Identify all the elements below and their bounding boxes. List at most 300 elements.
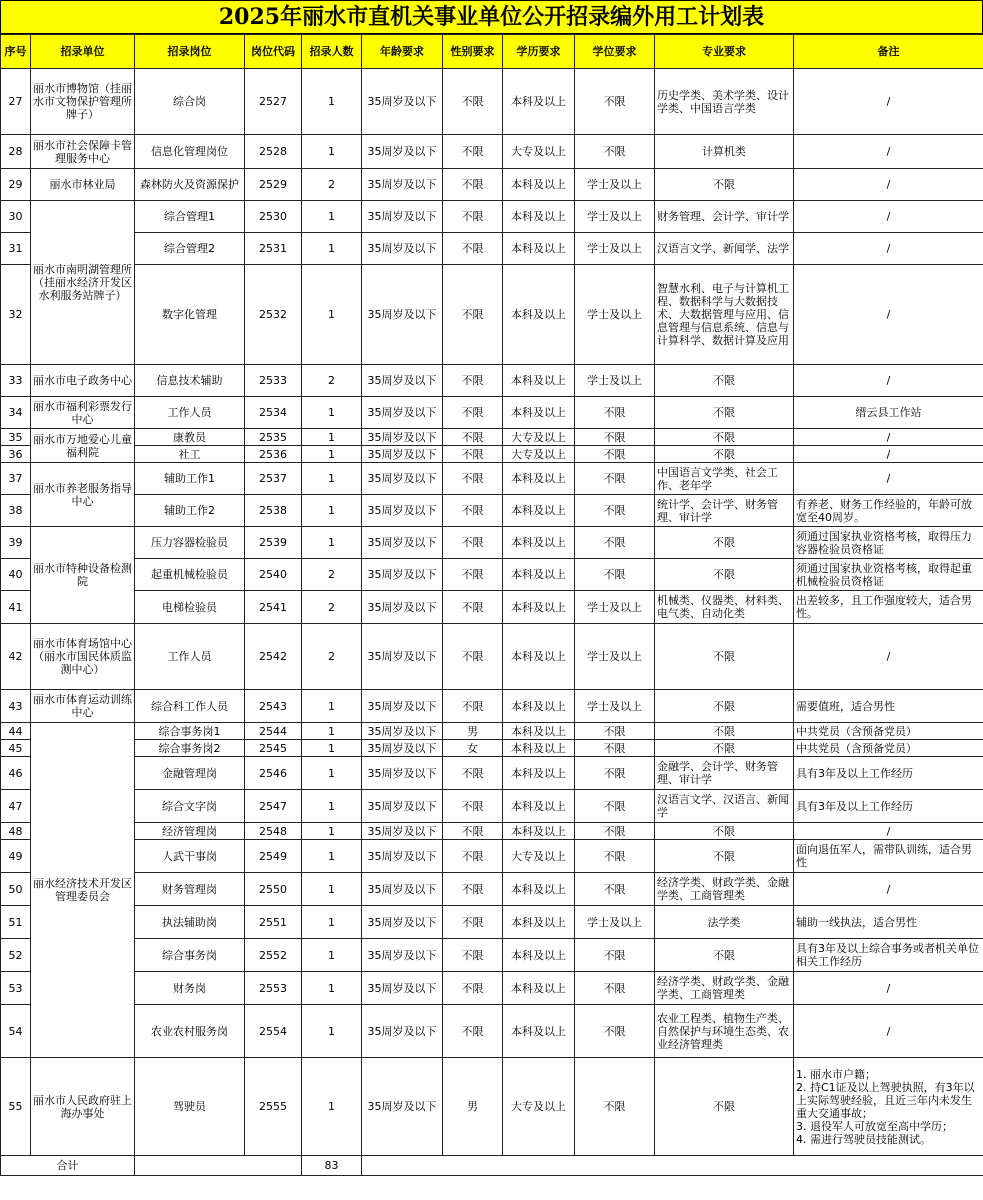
row-code: 2530 xyxy=(245,201,302,233)
header-unit: 招录单位 xyxy=(31,35,135,69)
header-seq: 序号 xyxy=(1,35,31,69)
row-edu: 大专及以上 xyxy=(503,135,575,169)
row-unit: 丽水市人民政府驻上海办事处 xyxy=(31,1058,135,1156)
row-remark: 需要值班，适合男性 xyxy=(794,690,983,723)
row-seq: 40 xyxy=(1,559,31,591)
row-age: 35周岁及以下 xyxy=(362,939,443,972)
row-degree: 学士及以上 xyxy=(575,169,655,201)
row-age: 35周岁及以下 xyxy=(362,723,443,740)
row-gender: 不限 xyxy=(443,69,503,135)
row-seq: 30 xyxy=(1,201,31,233)
table-row xyxy=(1,69,983,135)
table-row xyxy=(1,265,983,365)
table-row xyxy=(1,201,983,233)
total-row xyxy=(1,1156,983,1176)
row-age: 35周岁及以下 xyxy=(362,591,443,624)
row-position: 综合管理1 xyxy=(135,201,245,233)
row-unit: 丽水市福利彩票发行中心 xyxy=(31,397,135,429)
row-age: 35周岁及以下 xyxy=(362,135,443,169)
row-major: 不限 xyxy=(655,365,794,397)
row-code: 2555 xyxy=(245,1058,302,1156)
row-count: 1 xyxy=(302,233,362,265)
row-gender: 不限 xyxy=(443,201,503,233)
row-count: 2 xyxy=(302,169,362,201)
row-major: 经济学类、财政学类、金融学类、工商管理类 xyxy=(655,972,794,1005)
row-gender: 不限 xyxy=(443,397,503,429)
row-seq: 50 xyxy=(1,873,31,906)
row-count: 1 xyxy=(302,972,362,1005)
table-row xyxy=(1,527,983,559)
row-code: 2549 xyxy=(245,840,302,873)
sheet-title: 2025年丽水市直机关事业单位公开招录编外用工计划表 xyxy=(0,0,983,34)
row-age: 35周岁及以下 xyxy=(362,169,443,201)
row-code: 2550 xyxy=(245,873,302,906)
row-unit: 丽水市体育运动训练中心 xyxy=(31,690,135,723)
row-code: 2531 xyxy=(245,233,302,265)
row-gender: 不限 xyxy=(443,823,503,840)
row-remark: 具有3年及以上工作经历 xyxy=(794,790,983,823)
row-code: 2532 xyxy=(245,265,302,365)
row-count: 1 xyxy=(302,429,362,446)
row-major: 历史学类、美术学类、设计学类、中国语言学类 xyxy=(655,69,794,135)
header-row xyxy=(1,35,983,69)
row-degree: 不限 xyxy=(575,1005,655,1058)
row-degree: 不限 xyxy=(575,463,655,495)
row-code: 2553 xyxy=(245,972,302,1005)
row-major: 汉语言文学、新闻学、法学 xyxy=(655,233,794,265)
row-seq: 43 xyxy=(1,690,31,723)
row-degree: 不限 xyxy=(575,723,655,740)
row-age: 35周岁及以下 xyxy=(362,624,443,690)
row-remark: 具有3年及以上综合事务或者机关单位相关工作经历 xyxy=(794,939,983,972)
row-major: 不限 xyxy=(655,723,794,740)
row-age: 35周岁及以下 xyxy=(362,446,443,463)
row-unit: 丽水市林业局 xyxy=(31,169,135,201)
table-row xyxy=(1,591,983,624)
row-position: 综合管理2 xyxy=(135,233,245,265)
row-position: 金融管理岗 xyxy=(135,757,245,790)
row-unit: 丽水市养老服务指导中心 xyxy=(31,463,135,527)
row-remark: 辅助一线执法，适合男性 xyxy=(794,906,983,939)
row-gender: 男 xyxy=(443,1058,503,1156)
header-count: 招录人数 xyxy=(302,35,362,69)
row-degree: 学士及以上 xyxy=(575,624,655,690)
row-edu: 本科及以上 xyxy=(503,169,575,201)
row-unit: 丽水市博物馆（挂丽水市文物保护管理所牌子） xyxy=(31,69,135,135)
row-gender: 不限 xyxy=(443,495,503,527)
row-position: 驾驶员 xyxy=(135,1058,245,1156)
row-seq: 44 xyxy=(1,723,31,740)
row-age: 35周岁及以下 xyxy=(362,397,443,429)
row-edu: 本科及以上 xyxy=(503,690,575,723)
row-remark: 具有3年及以上工作经历 xyxy=(794,757,983,790)
row-position: 综合事务岗 xyxy=(135,939,245,972)
header-degree: 学位要求 xyxy=(575,35,655,69)
row-position: 压力容器检验员 xyxy=(135,527,245,559)
row-degree: 不限 xyxy=(575,939,655,972)
row-major: 法学类 xyxy=(655,906,794,939)
table-row xyxy=(1,757,983,790)
row-unit: 丽水市特种设备检测院 xyxy=(31,527,135,624)
row-edu: 大专及以上 xyxy=(503,429,575,446)
row-count: 1 xyxy=(302,823,362,840)
row-seq: 31 xyxy=(1,233,31,265)
row-age: 35周岁及以下 xyxy=(362,365,443,397)
row-edu: 本科及以上 xyxy=(503,495,575,527)
row-edu: 本科及以上 xyxy=(503,624,575,690)
row-edu: 本科及以上 xyxy=(503,69,575,135)
table-row xyxy=(1,740,983,757)
row-major: 不限 xyxy=(655,690,794,723)
table-row xyxy=(1,446,983,463)
header-gender: 性别要求 xyxy=(443,35,503,69)
table-row xyxy=(1,559,983,591)
row-age: 35周岁及以下 xyxy=(362,69,443,135)
header-remark: 备注 xyxy=(794,35,983,69)
table-row xyxy=(1,495,983,527)
row-degree: 不限 xyxy=(575,397,655,429)
row-count: 1 xyxy=(302,840,362,873)
row-gender: 不限 xyxy=(443,365,503,397)
row-degree: 学士及以上 xyxy=(575,591,655,624)
row-degree: 学士及以上 xyxy=(575,265,655,365)
row-position: 人武干事岗 xyxy=(135,840,245,873)
row-position: 信息化管理岗位 xyxy=(135,135,245,169)
row-age: 35周岁及以下 xyxy=(362,495,443,527)
row-remark: / xyxy=(794,624,983,690)
row-degree: 不限 xyxy=(575,1058,655,1156)
table-row xyxy=(1,624,983,690)
row-position: 工作人员 xyxy=(135,397,245,429)
row-seq: 37 xyxy=(1,463,31,495)
table-row xyxy=(1,906,983,939)
row-remark: / xyxy=(794,169,983,201)
row-gender: 不限 xyxy=(443,591,503,624)
row-degree: 不限 xyxy=(575,740,655,757)
row-seq: 32 xyxy=(1,265,31,365)
row-age: 35周岁及以下 xyxy=(362,1058,443,1156)
row-seq: 28 xyxy=(1,135,31,169)
row-position: 执法辅助岗 xyxy=(135,906,245,939)
row-count: 1 xyxy=(302,906,362,939)
row-position: 财务管理岗 xyxy=(135,873,245,906)
row-code: 2533 xyxy=(245,365,302,397)
row-remark: / xyxy=(794,69,983,135)
row-gender: 不限 xyxy=(443,757,503,790)
row-gender: 不限 xyxy=(443,559,503,591)
row-gender: 不限 xyxy=(443,690,503,723)
row-edu: 本科及以上 xyxy=(503,463,575,495)
total-blank xyxy=(362,1156,983,1176)
row-age: 35周岁及以下 xyxy=(362,233,443,265)
row-age: 35周岁及以下 xyxy=(362,840,443,873)
row-gender: 不限 xyxy=(443,527,503,559)
row-major: 机械类、仪器类、材料类、电气类、自动化类 xyxy=(655,591,794,624)
row-major: 不限 xyxy=(655,939,794,972)
row-gender: 不限 xyxy=(443,972,503,1005)
row-major: 不限 xyxy=(655,823,794,840)
row-position: 森林防火及资源保护 xyxy=(135,169,245,201)
row-gender: 不限 xyxy=(443,233,503,265)
table-row xyxy=(1,873,983,906)
row-seq: 33 xyxy=(1,365,31,397)
row-major: 金融学、会计学、财务管理、审计学 xyxy=(655,757,794,790)
row-degree: 学士及以上 xyxy=(575,906,655,939)
row-remark: / xyxy=(794,873,983,906)
row-major: 不限 xyxy=(655,446,794,463)
row-code: 2542 xyxy=(245,624,302,690)
row-major: 财务管理、会计学、审计学 xyxy=(655,201,794,233)
row-remark: / xyxy=(794,823,983,840)
row-major: 不限 xyxy=(655,429,794,446)
row-age: 35周岁及以下 xyxy=(362,201,443,233)
row-gender: 不限 xyxy=(443,265,503,365)
row-major: 中国语言文学类、社会工作、老年学 xyxy=(655,463,794,495)
row-count: 1 xyxy=(302,463,362,495)
row-seq: 41 xyxy=(1,591,31,624)
row-remark: / xyxy=(794,135,983,169)
row-count: 2 xyxy=(302,365,362,397)
row-edu: 大专及以上 xyxy=(503,840,575,873)
row-edu: 本科及以上 xyxy=(503,591,575,624)
row-remark: / xyxy=(794,1005,983,1058)
row-gender: 不限 xyxy=(443,840,503,873)
row-seq: 45 xyxy=(1,740,31,757)
row-edu: 本科及以上 xyxy=(503,265,575,365)
row-position: 起重机械检验员 xyxy=(135,559,245,591)
row-edu: 本科及以上 xyxy=(503,873,575,906)
row-count: 1 xyxy=(302,790,362,823)
row-count: 1 xyxy=(302,939,362,972)
row-unit: 丽水市电子政务中心 xyxy=(31,365,135,397)
row-code: 2536 xyxy=(245,446,302,463)
row-age: 35周岁及以下 xyxy=(362,265,443,365)
row-position: 工作人员 xyxy=(135,624,245,690)
row-count: 1 xyxy=(302,135,362,169)
row-degree: 学士及以上 xyxy=(575,690,655,723)
row-code: 2529 xyxy=(245,169,302,201)
recruitment-table xyxy=(0,34,983,1176)
row-gender: 不限 xyxy=(443,624,503,690)
row-edu: 大专及以上 xyxy=(503,1058,575,1156)
row-remark: / xyxy=(794,201,983,233)
row-code: 2541 xyxy=(245,591,302,624)
row-code: 2544 xyxy=(245,723,302,740)
row-code: 2538 xyxy=(245,495,302,527)
table-row xyxy=(1,463,983,495)
row-unit: 丽水市万地爱心儿童福利院 xyxy=(31,429,135,463)
table-row xyxy=(1,790,983,823)
row-remark: / xyxy=(794,972,983,1005)
row-major: 不限 xyxy=(655,740,794,757)
row-degree: 学士及以上 xyxy=(575,233,655,265)
row-unit: 丽水经济技术开发区管理委员会 xyxy=(31,723,135,1058)
table-row xyxy=(1,823,983,840)
row-remark: 缙云县工作站 xyxy=(794,397,983,429)
row-degree: 不限 xyxy=(575,840,655,873)
table-row xyxy=(1,169,983,201)
row-degree: 不限 xyxy=(575,559,655,591)
row-count: 1 xyxy=(302,690,362,723)
row-position: 综合科工作人员 xyxy=(135,690,245,723)
row-gender: 不限 xyxy=(443,1005,503,1058)
row-edu: 本科及以上 xyxy=(503,559,575,591)
row-edu: 本科及以上 xyxy=(503,740,575,757)
row-seq: 47 xyxy=(1,790,31,823)
row-count: 2 xyxy=(302,591,362,624)
row-seq: 53 xyxy=(1,972,31,1005)
row-seq: 27 xyxy=(1,69,31,135)
row-degree: 不限 xyxy=(575,495,655,527)
row-code: 2543 xyxy=(245,690,302,723)
row-gender: 不限 xyxy=(443,873,503,906)
row-remark: 面向退伍军人，需带队训练，适合男性 xyxy=(794,840,983,873)
row-degree: 不限 xyxy=(575,69,655,135)
row-age: 35周岁及以下 xyxy=(362,559,443,591)
row-degree: 不限 xyxy=(575,972,655,1005)
row-edu: 本科及以上 xyxy=(503,823,575,840)
row-position: 电梯检验员 xyxy=(135,591,245,624)
row-edu: 本科及以上 xyxy=(503,972,575,1005)
row-degree: 不限 xyxy=(575,757,655,790)
row-code: 2535 xyxy=(245,429,302,446)
row-age: 35周岁及以下 xyxy=(362,429,443,446)
row-count: 1 xyxy=(302,69,362,135)
row-code: 2540 xyxy=(245,559,302,591)
row-major: 智慧水利、电子与计算机工程、数据科学与大数据技术、大数据管理与应用、信息管理与信息系统、信息与计算科学、数据计算及应用 xyxy=(655,265,794,365)
row-position: 经济管理岗 xyxy=(135,823,245,840)
row-age: 35周岁及以下 xyxy=(362,972,443,1005)
row-major: 不限 xyxy=(655,169,794,201)
row-seq: 49 xyxy=(1,840,31,873)
row-edu: 本科及以上 xyxy=(503,790,575,823)
row-age: 35周岁及以下 xyxy=(362,463,443,495)
row-major: 农业工程类、植物生产类、自然保护与环境生态类、农业经济管理类 xyxy=(655,1005,794,1058)
row-remark: / xyxy=(794,463,983,495)
row-age: 35周岁及以下 xyxy=(362,757,443,790)
header-code: 岗位代码 xyxy=(245,35,302,69)
row-code: 2554 xyxy=(245,1005,302,1058)
row-unit: 丽水市南明湖管理所（挂丽水经济开发区水利服务站牌子） xyxy=(31,201,135,365)
row-position: 综合文字岗 xyxy=(135,790,245,823)
row-seq: 55 xyxy=(1,1058,31,1156)
row-position: 财务岗 xyxy=(135,972,245,1005)
row-degree: 不限 xyxy=(575,446,655,463)
row-count: 1 xyxy=(302,495,362,527)
row-position: 社工 xyxy=(135,446,245,463)
row-gender: 不限 xyxy=(443,906,503,939)
header-age: 年龄要求 xyxy=(362,35,443,69)
row-edu: 大专及以上 xyxy=(503,446,575,463)
row-edu: 本科及以上 xyxy=(503,939,575,972)
row-edu: 本科及以上 xyxy=(503,906,575,939)
row-remark: / xyxy=(794,265,983,365)
row-gender: 不限 xyxy=(443,463,503,495)
row-edu: 本科及以上 xyxy=(503,365,575,397)
row-edu: 本科及以上 xyxy=(503,397,575,429)
row-code: 2545 xyxy=(245,740,302,757)
row-degree: 不限 xyxy=(575,823,655,840)
row-degree: 学士及以上 xyxy=(575,365,655,397)
row-gender: 不限 xyxy=(443,446,503,463)
row-count: 1 xyxy=(302,527,362,559)
row-gender: 不限 xyxy=(443,169,503,201)
row-position: 综合事务岗1 xyxy=(135,723,245,740)
row-seq: 36 xyxy=(1,446,31,463)
row-count: 1 xyxy=(302,265,362,365)
row-code: 2534 xyxy=(245,397,302,429)
row-seq: 34 xyxy=(1,397,31,429)
row-age: 35周岁及以下 xyxy=(362,740,443,757)
row-edu: 本科及以上 xyxy=(503,233,575,265)
row-position: 辅助工作1 xyxy=(135,463,245,495)
row-remark: 中共党员（含预备党员） xyxy=(794,740,983,757)
row-count: 1 xyxy=(302,1005,362,1058)
row-code: 2551 xyxy=(245,906,302,939)
row-degree: 学士及以上 xyxy=(575,201,655,233)
row-remark: / xyxy=(794,365,983,397)
row-remark: / xyxy=(794,233,983,265)
row-seq: 51 xyxy=(1,906,31,939)
row-code: 2548 xyxy=(245,823,302,840)
row-edu: 本科及以上 xyxy=(503,201,575,233)
row-count: 2 xyxy=(302,624,362,690)
row-major: 不限 xyxy=(655,527,794,559)
row-major: 不限 xyxy=(655,559,794,591)
row-count: 1 xyxy=(302,446,362,463)
row-code: 2546 xyxy=(245,757,302,790)
row-count: 1 xyxy=(302,397,362,429)
row-seq: 35 xyxy=(1,429,31,446)
row-remark: 有养老、财务工作经验的，年龄可放宽至40周岁。 xyxy=(794,495,983,527)
row-edu: 本科及以上 xyxy=(503,527,575,559)
row-gender: 男 xyxy=(443,723,503,740)
table-row xyxy=(1,397,983,429)
row-remark: 须通过国家执业资格考核，取得压力容器检验员资格证 xyxy=(794,527,983,559)
row-edu: 本科及以上 xyxy=(503,723,575,740)
row-major: 不限 xyxy=(655,840,794,873)
row-position: 综合事务岗2 xyxy=(135,740,245,757)
row-remark: / xyxy=(794,446,983,463)
table-row xyxy=(1,840,983,873)
row-gender: 不限 xyxy=(443,939,503,972)
row-count: 1 xyxy=(302,757,362,790)
header-major: 专业要求 xyxy=(655,35,794,69)
row-seq: 38 xyxy=(1,495,31,527)
row-position: 综合岗 xyxy=(135,69,245,135)
row-position: 辅助工作2 xyxy=(135,495,245,527)
row-major: 不限 xyxy=(655,624,794,690)
row-position: 农业农村服务岗 xyxy=(135,1005,245,1058)
row-degree: 不限 xyxy=(575,135,655,169)
row-count: 1 xyxy=(302,1058,362,1156)
row-degree: 不限 xyxy=(575,527,655,559)
row-edu: 本科及以上 xyxy=(503,757,575,790)
row-count: 1 xyxy=(302,740,362,757)
row-seq: 42 xyxy=(1,624,31,690)
row-age: 35周岁及以下 xyxy=(362,1005,443,1058)
row-age: 35周岁及以下 xyxy=(362,906,443,939)
row-seq: 29 xyxy=(1,169,31,201)
row-age: 35周岁及以下 xyxy=(362,823,443,840)
row-major: 统计学、会计学、财务管理、审计学 xyxy=(655,495,794,527)
table-row xyxy=(1,972,983,1005)
row-code: 2537 xyxy=(245,463,302,495)
row-remark: / xyxy=(794,429,983,446)
table-row xyxy=(1,429,983,446)
header-edu: 学历要求 xyxy=(503,35,575,69)
total-count: 83 xyxy=(302,1156,362,1176)
